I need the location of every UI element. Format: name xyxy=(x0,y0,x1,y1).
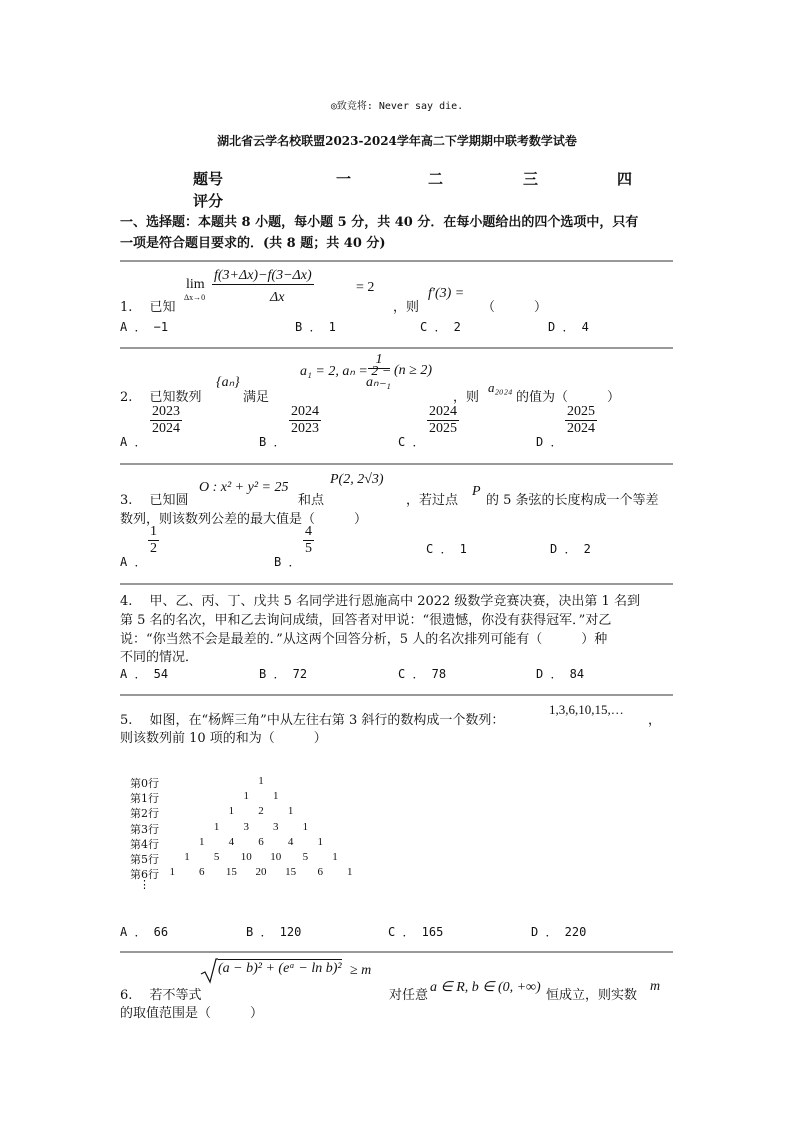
q1-limit: lim xyxy=(186,277,205,292)
pascal-number: 1 xyxy=(199,835,205,848)
q4-line1: 4. 甲、乙、丙、丁、戊共 5 名同学进行恩施高中 2022 级数学竞赛决赛，决出第 1 名到 xyxy=(120,594,640,609)
q5-option-b[interactable]: B ． 120 xyxy=(246,925,302,939)
q3-line2: 数列，则该数列公差的最大值是（ ） xyxy=(120,512,368,527)
q1-prefix: 1. 已知 xyxy=(120,300,176,315)
sqrt-symbol xyxy=(200,958,218,984)
q3-circle: O : x² + y² = 25 xyxy=(199,480,289,495)
pascal-number: 1 xyxy=(302,820,309,833)
q5-line2: 则该数列前 10 项的和为（ ） xyxy=(120,731,327,746)
pascal-number: 1 xyxy=(332,851,338,863)
pascal-number: 5 xyxy=(302,851,309,863)
score-col-3: 三 xyxy=(523,170,539,188)
pascal-number: 6 xyxy=(258,835,264,848)
q2-option-a[interactable]: $\frac{2023}{2024}$ xyxy=(152,404,180,436)
pascal-number: 20 xyxy=(255,866,267,879)
q5-option-d[interactable]: D ． 220 xyxy=(531,925,587,939)
divider xyxy=(120,694,673,696)
q2-term: a₂₀₂₄ xyxy=(488,380,513,395)
q2-mid: ，则 xyxy=(453,390,480,405)
divider xyxy=(120,463,673,465)
q4-option-b[interactable]: B ． 72 xyxy=(259,667,308,681)
pascal-number: 3 xyxy=(243,820,249,833)
pascal-number: 1 xyxy=(184,851,190,863)
q3-and: 和点 xyxy=(298,493,325,508)
pascal-number: 15 xyxy=(285,866,297,879)
q1-option-c[interactable]: C ． 2 xyxy=(420,320,461,334)
pascal-row-label: 第0行 xyxy=(130,777,159,790)
q1-option-b[interactable]: B ． 1 xyxy=(295,320,336,334)
score-table-header-label: 题号 xyxy=(193,170,224,188)
q2-sequence: {aₙ} xyxy=(216,375,240,390)
pascal-number: 6 xyxy=(199,866,205,879)
q2-cond-right: (n ≥ 2) xyxy=(394,363,433,378)
q4-line3: 说：“你当然不会是最差的．”从这两个回答分析，5 人的名次排列可能有（ ）种 xyxy=(120,632,608,647)
pascal-number: 1 xyxy=(317,835,323,848)
q4-option-a[interactable]: A ． 54 xyxy=(120,667,169,681)
q1-mid: ，则 xyxy=(393,300,420,315)
pascal-number: 5 xyxy=(213,851,220,863)
q3-prefix: 3. 已知圆 xyxy=(120,493,189,508)
q6-domain: a ∈ R, b ∈ (0, +∞) xyxy=(430,980,541,995)
q1-limit-sub: Δx→0 xyxy=(184,293,206,302)
q3-option-b-label[interactable]: B ． xyxy=(274,555,301,569)
q3-option-a[interactable]: $\frac{1}{2}$ xyxy=(150,524,157,556)
score-row-label: 评分 xyxy=(193,192,224,210)
q1-numerator: f(3+Δx)−f(3−Δx) xyxy=(214,268,312,283)
q3-point: P(2, 2√3) xyxy=(330,472,384,487)
q2-option-b-label[interactable]: B ． xyxy=(259,435,286,449)
divider xyxy=(120,583,673,585)
q2-option-a-label[interactable]: A ． xyxy=(120,435,147,449)
q2-cond-left: a₁ = 2, aₙ = 2 − xyxy=(300,364,392,379)
divider xyxy=(120,260,673,262)
pascal-row-label: 第6行 xyxy=(130,868,159,882)
q1-option-d[interactable]: D ． 4 xyxy=(548,320,589,334)
q2-option-d-label[interactable]: D ． xyxy=(536,435,563,449)
pascal-number: 1 xyxy=(169,866,175,879)
pascal-number: 1 xyxy=(243,790,249,803)
score-col-1: 一 xyxy=(336,170,352,188)
pascal-row-label: 第1行 xyxy=(130,792,159,806)
q5-comma: ， xyxy=(648,713,662,728)
q6-m: m xyxy=(650,979,661,994)
q2-satisfy: 满足 xyxy=(243,390,270,405)
pascal-number: 1 xyxy=(287,805,294,818)
q3-line1-rest: ，若过点 xyxy=(406,493,459,508)
q4-option-d[interactable]: D ． 84 xyxy=(536,667,585,681)
q2-prefix: 2. 已知数列 xyxy=(120,390,202,405)
score-col-4: 四 xyxy=(617,170,633,188)
section1-line1: 一、选择题：本题共 8 小题，每小题 5 分，共 40 分．在每小题给出的四个选项中，只有 xyxy=(120,215,639,230)
pascal-row-label: 第5行 xyxy=(130,853,159,866)
q6-ge: ≥ m xyxy=(350,963,372,978)
pascal-number: 6 xyxy=(317,866,323,879)
divider xyxy=(120,347,673,349)
section1-line2: 一项是符合题目要求的．(共 8 题；共 40 分) xyxy=(120,236,386,251)
q4-option-c[interactable]: C ． 78 xyxy=(398,667,447,681)
q5-sequence: 1,3,6,10,15,… xyxy=(549,702,624,717)
q3-option-d[interactable]: D ． 2 xyxy=(550,542,591,556)
pascal-number: 4 xyxy=(228,835,235,848)
q5-option-c[interactable]: C ． 165 xyxy=(388,925,444,939)
q1-paren: （ ） xyxy=(482,300,548,315)
pascal-row-label: 第2行 xyxy=(130,807,159,821)
pascal-number: 2 xyxy=(258,805,264,818)
pascal-number: 10 xyxy=(240,851,252,863)
q3-p: P xyxy=(472,484,481,499)
q2-suffix: 的值为（ ） xyxy=(516,390,621,405)
q3-option-b[interactable]: $\frac{4}{5}$ xyxy=(305,524,312,556)
q6-prefix: 6. 若不等式 xyxy=(120,988,202,1003)
q6-line2: 的取值范围是（ ） xyxy=(120,1006,264,1021)
q1-denominator: Δx xyxy=(270,290,285,305)
q6-radicand: (a − b)² + (eᵃ − ln b)² xyxy=(218,961,342,976)
pascal-number: 1 xyxy=(213,820,220,833)
q4-line2: 第 5 名的名次，甲和乙去询问成绩，回答者对甲说：“很遗憾，你没有获得冠军．”对乙 xyxy=(120,613,612,628)
q3-option-a-label[interactable]: A ． xyxy=(120,555,147,569)
pascal-number: 1 xyxy=(273,790,279,803)
q1-option-a[interactable]: A ． −1 xyxy=(120,320,169,334)
exam-title: 湖北省云学名校联盟2023-2024学年高二下学期期中联考数学试卷 xyxy=(217,134,577,148)
q1-derivative: f′(3) = xyxy=(428,286,465,301)
q3-line1-end: 的 5 条弦的长度构成一个等差 xyxy=(486,493,659,508)
q5-option-a[interactable]: A ． 66 xyxy=(120,925,169,939)
q3-option-c[interactable]: C ． 1 xyxy=(426,542,467,556)
q2-option-c[interactable]: $\frac{2024}{2025}$ xyxy=(429,404,457,436)
pascal-ellipsis: ⋮ xyxy=(139,879,150,891)
q2-cond-den: aₙ₋₁ xyxy=(366,375,391,390)
pascal-number: 1 xyxy=(258,775,264,787)
q1-equals: = 2 xyxy=(356,280,375,295)
q2-option-c-label[interactable]: C ． xyxy=(398,435,425,449)
pascal-row-label: 第4行 xyxy=(130,837,159,851)
score-col-2: 二 xyxy=(428,170,444,188)
q5-line1: 5. 如图，在“杨辉三角”中从左往右第 3 斜行的数构成一个数列： xyxy=(120,713,505,728)
pascal-number: 1 xyxy=(228,805,235,818)
q6-mid: 对任意 xyxy=(389,988,429,1003)
q2-option-d[interactable]: $\frac{2025}{2024}$ xyxy=(567,404,595,436)
q2-cond-num: 1 xyxy=(368,352,390,369)
pascal-number: 3 xyxy=(273,820,279,833)
pascal-row-label: 第3行 xyxy=(130,822,159,836)
pascal-number: 15 xyxy=(225,866,237,879)
motto: ◎致竞将: Never say die. xyxy=(330,101,464,112)
q4-line4: 不同的情况． xyxy=(120,650,199,665)
divider xyxy=(120,951,673,953)
q2-option-b[interactable]: $\frac{2024}{2023}$ xyxy=(291,404,319,436)
pascal-number: 10 xyxy=(270,851,282,863)
pascal-number: 4 xyxy=(287,835,294,848)
pascal-number: 1 xyxy=(347,866,353,879)
q6-suffix: 恒成立，则实数 xyxy=(546,988,638,1003)
